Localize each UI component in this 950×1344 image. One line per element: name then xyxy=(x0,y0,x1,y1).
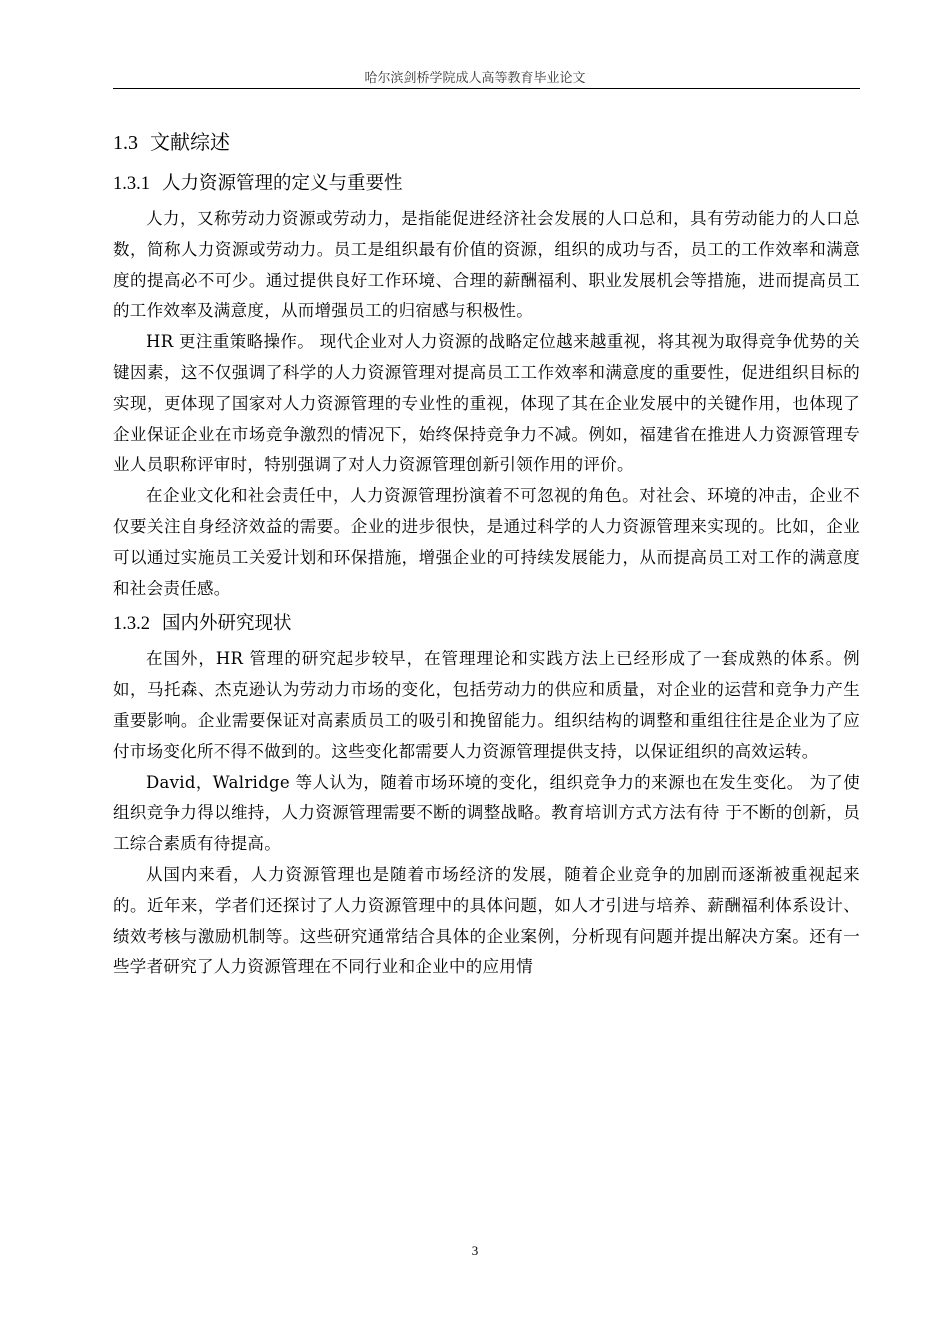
page-number: 3 xyxy=(471,1243,479,1258)
subsection-heading-2 xyxy=(113,604,860,644)
paragraph: 从国内来看，人力资源管理也是随着市场经济的发展，随着企业竞争的加剧而逐渐被重视起来的。近年来，学者们还探讨了人力资源管理中的具体问题，如人才引进与培养、薪酬福利体系设计、绩效考核与激励机制等。这些研究通常结合具体的企业案例，分析现有问题并提出解决方案。还有一些学者研究了人力资源管理在不同行业和企业中的应用情 xyxy=(113,864,860,977)
section-number: 1.3 xyxy=(113,132,138,154)
subsection-title: 国内外研究现状 xyxy=(162,613,292,635)
section-title: 文献综述 xyxy=(150,130,230,154)
subsection-number: 1.3.2 xyxy=(113,614,150,635)
section-heading xyxy=(113,120,860,164)
paragraph: 在国外，HR 管理的研究起步较早，在管理理论和实践方法上已经形成了一套成熟的体系。例如，马托森、杰克逊认为劳动力市场的变化，包括劳动力的供应和质量，对企业的运营和竞争力产生重要影响。企业需要保证对高素质员工的吸引和挽留能力。组织结构的调整和重组往往是企业为了应付市场变化所不得不做到的。这些变化都需要人力资源管理提供支持，以保证组织的高效运转。 xyxy=(113,649,860,761)
header-divider xyxy=(113,88,860,89)
page-body xyxy=(113,120,860,983)
subsection-heading-1 xyxy=(113,164,860,204)
paragraph: 人力，又称劳动力资源或劳动力，是指能促进经济社会发展的人口总和，具有劳动能力的人口总数，简称人力资源或劳动力。员工是组织最有价值的资源，组织的成功与否，员工的工作效率和满意度的提高必不可少。通过提供良好工作环境、合理的薪酬福利、职业发展机会等措施，进而提高员工的工作效率及满意度，从而增强员工的归宿感与积极性。 xyxy=(113,209,860,321)
running-header: 哈尔滨剑桥学院成人高等教育毕业论文 xyxy=(364,71,586,86)
paragraph: 在企业文化和社会责任中，人力资源管理扮演着不可忽视的角色。对社会、环境的冲击，企业不仅要关注自身经济效益的需要。企业的进步很快，是通过科学的人力资源管理来实现的。比如，企业可以通过实施员工关爱计划和环保措施，增强企业的可持续发展能力，从而提高员工对工作的满意度和社会责任感。 xyxy=(113,486,860,598)
subsection-title: 人力资源管理的定义与重要性 xyxy=(162,173,403,194)
paragraph: David，Walridge 等人认为，随着市场环境的变化，组织竞争力的来源也在发生变化。 为了使组织竞争力得以维持，人力资源管理需要不断的调整战略。教育培训方式方法有待 于不断的创新，员工综合素质有待提高。 xyxy=(113,772,860,854)
paragraph: HR 更注重策略操作。 现代企业对人力资源的战略定位越来越重视，将其视为取得竞争优势的关键因素，这不仅强调了科学的人力资源管理对提高员工工作效率和满意度的重要性，促进组织目标的实现，更体现了国家对人力资源管理的专业性的重视，体现了其在企业发展中的关键作用，也体现了企业保证企业在市场竞争激烈的情况下，始终保持竞争力不减。例如，福建省在推进人力资源管理专业人员职称评审时，特别强调了对人力资源管理创新引领作用的评价。 xyxy=(113,332,860,475)
subsection-number: 1.3.1 xyxy=(113,174,150,194)
